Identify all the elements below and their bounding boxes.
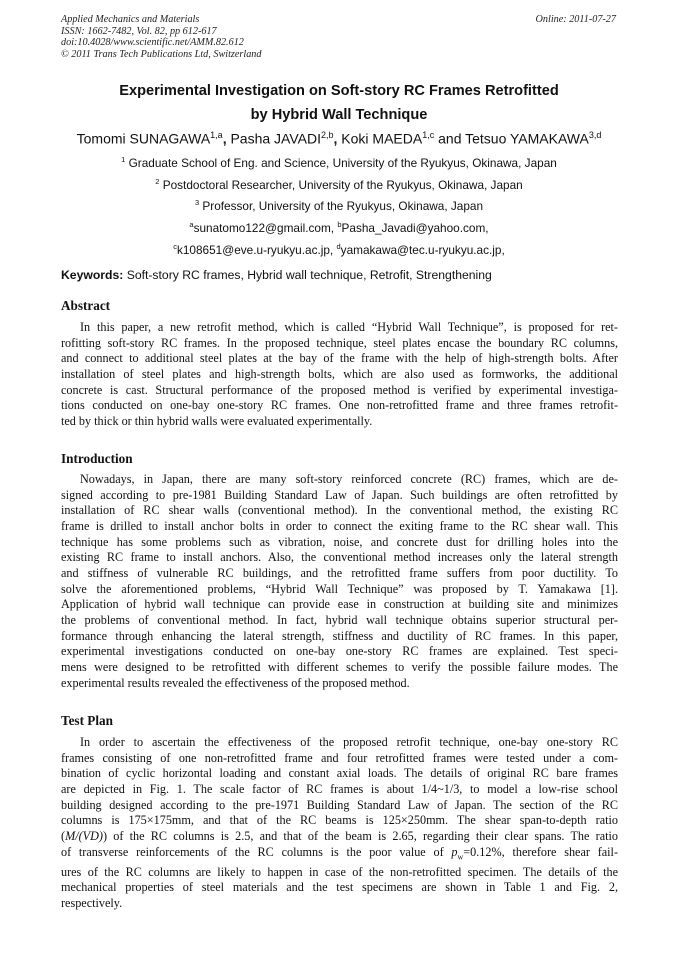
title-line-1: Experimental Investigation on Soft-story RC Frames Retrofitted — [119, 83, 559, 99]
email-mark: b — [337, 220, 342, 229]
affiliation-mark: 3 — [194, 198, 200, 207]
author: Tetsuo YAMAKAWA — [465, 130, 589, 147]
text-line: tions conducted on one-bay one-story RC frames. One non-retrofitted frame and three frames retrofit- — [61, 398, 618, 413]
author: Pasha JAVADI — [230, 130, 321, 147]
issn-line: ISSN: 1662-7482, Vol. 82, pp 612-617 — [61, 25, 217, 37]
text-line: ted by thick or thin hybrid walls were evaluated experimentally. — [61, 413, 373, 428]
text-line: rofitting soft-story RC frames. In the proposed technique, steel plates encase the boundary RC columns, — [61, 335, 618, 350]
affiliation-mark: 1 — [121, 155, 126, 164]
paper-title — [40, 79, 638, 127]
keywords-text: Soft-story RC frames, Hybrid wall technique, Retrofit, Strengthening — [123, 268, 492, 282]
title-line-2: by Hybrid Wall Technique — [250, 107, 428, 123]
affiliation-mark: 2 — [155, 177, 160, 186]
email-line-1 — [30, 220, 648, 235]
text-line: are depicted in Fig. 1. The scale factor of RC frames is about 1/4~1/3, to model a low-rise school — [61, 781, 618, 796]
text-line: mechanical properties of steel materials and the test specimens are shown in Table 1 and Fig. 2, — [61, 880, 618, 895]
test-plan-heading: Test Plan — [61, 713, 113, 728]
text-line: formance through enhancing the lateral strength, stiffness and ductility of RC frames. In this paper, — [61, 628, 618, 643]
affiliation-text: Professor, University of the Ryukyus, Okinawa, Japan — [199, 198, 484, 213]
author-affiliation-mark: 1,a — [210, 130, 223, 140]
text-line: frame is drilled to install anchor bolts in order to connect the exiting frame to the RC shear wall. This — [61, 518, 618, 533]
email-mark: c — [173, 242, 177, 251]
text-line: building designed according to the pre-1971 Building Standard Law of Japan. The section of the RC — [61, 797, 618, 812]
author-list — [30, 130, 648, 147]
text-line: existing RC frame to install anchors. Also, the conventional method increases only the lateral strength — [61, 550, 618, 565]
affiliation-text: Postdoctoral Researcher, University of the Ryukyus, Okinawa, Japan — [159, 177, 523, 192]
text-line: solve the aforementioned problems, “Hybrid Wall Technique” was proposed by T. Yamakawa [1]. — [61, 581, 618, 596]
author-affiliation-mark: 3,d — [588, 130, 602, 140]
email-address[interactable]: sunatomo122@gmail.com, — [193, 220, 338, 235]
text-line: experimental results revealed the effectiveness of the proposed method. — [61, 675, 410, 690]
affiliation-3 — [30, 198, 648, 213]
affiliation-2 — [30, 177, 648, 192]
text-line: frames consisting of one non-retrofitted frame and four retrofitted frames were tested under a com- — [61, 750, 618, 765]
text-line: installation of RC shear walls (conventional method). In the conventional method, the existing RC — [61, 503, 618, 518]
text-line: of transverse reinforcements of the RC columns is the poor value of $p_w=0.12\%$, therefore shear fail- — [61, 844, 619, 862]
text-line: and connect to additional steel plates at the bay of the frame with the help of high-strength bolts. After — [61, 351, 618, 366]
email-address[interactable]: Pasha_Javadi@yahoo.com, — [341, 220, 489, 235]
text-line: and stiffness of vulnerable RC buildings, and the retrofitted frame suffers from poor ductility. To — [61, 565, 618, 580]
email-line-2 — [30, 242, 648, 257]
journal-name: Applied Mechanics and Materials — [61, 14, 200, 25]
introduction-heading: Introduction — [61, 451, 133, 466]
doi-line: doi:10.4028/www.scientific.net/AMM.82.612 — [61, 37, 244, 48]
text-line: mens were designed to be retrofitted with different schemes to verify the possible failure modes. The — [61, 659, 618, 674]
text-line: bination of cyclic horizontal loading and constant axial loads. The details of original RC bare frames — [61, 766, 618, 781]
email-address[interactable]: k108651@eve.u-ryukyu.ac.jp, — [176, 242, 337, 257]
text-line: Nowadays, in Japan, there are many soft-story reinforced concrete (RC) frames, which are de- — [80, 472, 618, 486]
author: Tomomi SUNAGAWA — [76, 130, 211, 147]
abstract-heading: Abstract — [61, 298, 111, 313]
text-line: experimental investigations conducted on one-bay one-story RC frames are explained. Test speci- — [61, 644, 618, 659]
text-line: Application of hybrid wall technique can provide ease in construction at building site and minimizes — [61, 597, 618, 612]
keywords-label: Keywords: — [61, 268, 124, 282]
text-line: In this paper, a new retrofit method, which is called “Hybrid Wall Technique”, is proposed for ret- — [80, 320, 618, 334]
text-line: respectively. — [61, 896, 123, 910]
journal-header — [61, 14, 261, 60]
introduction-body — [61, 472, 618, 691]
author-affiliation-mark: 2,b — [321, 130, 334, 140]
text-line: (M/(VD)) of the RC columns is 2.5, and that of the beam is 2.65, regarding their clear spans. The ratio — [61, 828, 618, 843]
text-line: signed according to pre-1981 Building Standard Law of Japan. Such buildings are often retrofitted by — [61, 487, 618, 502]
author-affiliation-mark: 1,c — [422, 130, 435, 140]
online-date: Online: 2011-07-27 — [535, 14, 616, 25]
text-line: the problems of conventional method. In fact, hybrid wall technique obtains superior structural per- — [61, 612, 618, 627]
text-line: concrete is cast. Structural performance of the proposed method is verified by experimental investiga- — [61, 382, 618, 397]
text-line: technique has some problems such as vibration, noise, and concrete dust for drilling holes into the — [61, 534, 618, 549]
text-line: ures of the RC columns are likely to happen in case of the non-retrofitted specimen. The details of the — [61, 864, 618, 879]
email-mark: d — [336, 242, 341, 251]
email-mark: a — [189, 220, 194, 229]
test-plan-body — [61, 735, 618, 912]
email-address[interactable]: yamakawa@tec.u-ryukyu.ac.jp, — [340, 242, 505, 257]
affiliation-1 — [30, 155, 648, 170]
text-line: In order to ascertain the effectiveness of the proposed retrofit technique, one-bay one-story RC — [80, 735, 618, 749]
copyright-line: © 2011 Trans Tech Publications Ltd, Switzerland — [61, 48, 262, 60]
keywords — [61, 268, 621, 282]
author-separator: and — [434, 130, 466, 147]
author-separator: , — [222, 130, 231, 147]
author: Koki MAEDA — [341, 130, 423, 147]
text-line: installation of steel plates and high-strength bolts, which are also used as formworks, the additional — [61, 366, 618, 381]
text-line: columns is 175×175mm, and that of the RC beams is 125×250mm. The shear span-to-depth ratio — [61, 813, 618, 828]
author-separator: , — [333, 130, 342, 147]
abstract-body — [61, 320, 618, 430]
affiliation-text: Graduate School of Eng. and Science, University of the Ryukyus, Okinawa, Japan — [125, 155, 557, 170]
